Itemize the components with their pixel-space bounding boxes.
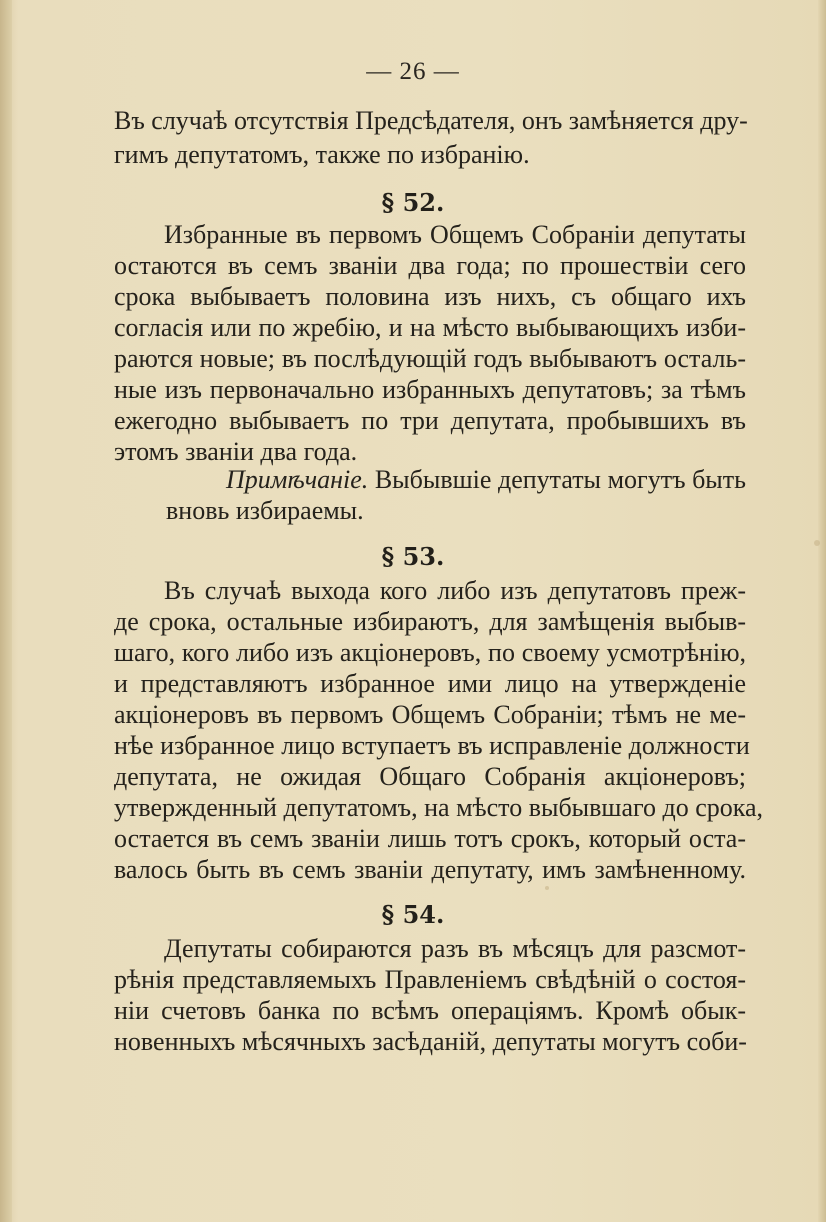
paragraph-line: раются новые; въ послѣдующій годъ выбываютъ осталь- xyxy=(114,344,746,373)
paragraph-line: ежегодно выбываетъ по три депутата, пробывшихъ въ xyxy=(114,406,746,435)
paragraph-line: валось быть въ семъ званіи депутату, имъ замѣненному. xyxy=(114,855,746,884)
paragraph-line: депутата, не ожидая Общаго Собранія акціонеровъ; xyxy=(114,762,746,791)
note-line xyxy=(226,465,746,495)
paragraph-line: акціонеровъ въ первомъ Общемъ Собраніи; тѣмъ не ме- xyxy=(114,700,746,729)
paragraph-line: Депутаты собираются разъ въ мѣсяцъ для разсмот- xyxy=(164,934,746,963)
paragraph-line: срока выбываетъ половина изъ нихъ, съ общаго ихъ xyxy=(114,282,746,311)
paragraph-line: гимъ депутатомъ, также по избранію. xyxy=(114,140,530,169)
paragraph-line: де срока, остальные избираютъ, для замѣщенія выбыв- xyxy=(114,607,746,636)
paragraph-line: ніи счетовъ банка по всѣмъ операціямъ. Кромѣ обык- xyxy=(114,996,746,1025)
paragraph-line: согласія или по жребію, и на мѣсто выбывающихъ изби- xyxy=(114,313,746,342)
paragraph-line: новенныхъ мѣсячныхъ засѣданій, депутаты могутъ соби- xyxy=(114,1027,747,1056)
section-heading-52: § 52. xyxy=(381,188,445,217)
section-heading-54: § 54. xyxy=(381,900,445,929)
paragraph-line: нѣе избранное лицо вступаетъ въ исправленіе должности xyxy=(114,731,750,760)
page-number: — 26 — xyxy=(366,58,460,85)
paragraph-line: утвержденный депутатомъ, на мѣсто выбывшаго до срока, xyxy=(114,793,764,822)
paper-blemish xyxy=(814,540,820,546)
page-binding-edge xyxy=(0,0,12,1222)
paragraph-line: шаго, кого либо изъ акціонеровъ, по своему усмотрѣнію, xyxy=(114,638,746,667)
paragraph-line: и представляютъ избранное ими лицо на утвержденіе xyxy=(114,669,746,698)
note-label: Примѣчаніе. xyxy=(226,465,369,494)
note-continuation: вновь избираемы. xyxy=(166,496,364,525)
paragraph-line: Въ случаѣ выхода кого либо изъ депутатовъ преж- xyxy=(164,576,746,605)
paragraph-line: остается въ семъ званіи лишь тотъ срокъ, который оста- xyxy=(114,824,746,853)
paragraph-line: Въ случаѣ отсутствія Предсѣдателя, онъ замѣняется дру- xyxy=(114,106,748,135)
paragraph-line: остаются въ семъ званіи два года; по прошествіи сего xyxy=(114,251,746,280)
paragraph-line: этомъ званіи два года. xyxy=(114,437,358,466)
paper-blemish xyxy=(545,886,549,890)
paragraph-line: рѣнія представляемыхъ Правленіемъ свѣдѣній о состоя- xyxy=(114,965,746,994)
note-text: Выбывшіе депутаты могутъ быть xyxy=(368,465,746,494)
paragraph-line: ные изъ первоначально избранныхъ депутатовъ; за тѣмъ xyxy=(114,375,746,404)
paragraph-line: Избранные въ первомъ Общемъ Собраніи депутаты xyxy=(164,220,746,249)
page-right-edge xyxy=(818,0,826,1222)
section-heading-53: § 53. xyxy=(381,542,445,571)
